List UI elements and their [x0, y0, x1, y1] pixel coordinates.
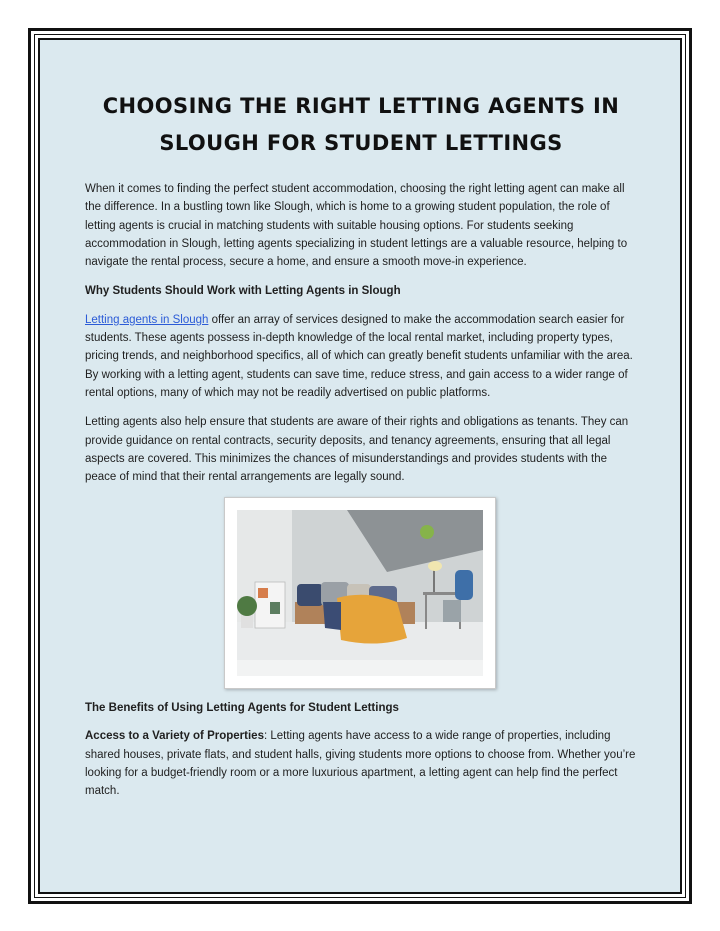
section1-paragraph-1 — [85, 311, 637, 402]
benefit-variety-text: : Letting agents have access to a wide range of properties, including shared houses, private flats, and student halls, giving students more options to choose from. Whether you’re looking for a budget-friendly room or a more luxurious apartment, a letting agent can help find the perfect match. — [85, 730, 636, 798]
bedroom-photo — [224, 497, 496, 689]
section-benefits — [85, 699, 637, 811]
benefit-variety-paragraph — [85, 727, 637, 800]
page-title: CHOOSING THE RIGHT LETTING AGENTS IN SLOUGH FOR STUDENT LETTINGS — [102, 94, 620, 155]
section-heading-benefits: The Benefits of Using Letting Agents for Student Lettings — [85, 702, 399, 714]
section1-paragraph-2: Letting agents also help ensure that students are aware of their rights and obligations as tenants. They can provide guidance on rental contracts, security deposits, and tenancy agreements, ensuring that all legal aspects are covered. This minimizes the chances of misunderstandings and provides students with the peace of mind that their rental arrangements are legally sound. — [85, 416, 629, 484]
document-body — [85, 88, 637, 497]
bedroom-illustration — [237, 510, 483, 676]
intro-paragraph: When it comes to finding the perfect student accommodation, choosing the right letting agent can make all the difference. In a bustling town like Slough, which is home to a growing student population, the role of letting agents is crucial in matching students with suitable housing options. For students seeking accommodation in Slough, letting agents specializing in student lettings are a valuable resource, helping to navigate the rental process, secure a home, and ensure a smooth move-in experience. — [85, 183, 628, 269]
section-heading-why-students: Why Students Should Work with Letting Agents in Slough — [85, 285, 401, 298]
section1-paragraph-1-text: offer an array of services designed to make the accommodation search easier for students. These agents possess in-depth knowledge of the local rental market, including property types, pricing trends, and neighborhood specifics, all of which can greatly benefit students unfamiliar with the area. By working with a letting agent, students can save time, reduce stress, and gain access to a wider range of rental options, many of which may not be readily advertised on public platforms. — [85, 313, 633, 399]
letting-agents-link[interactable]: Letting agents in Slough — [85, 313, 209, 326]
benefit-variety-label: Access to a Variety of Properties — [85, 730, 264, 743]
